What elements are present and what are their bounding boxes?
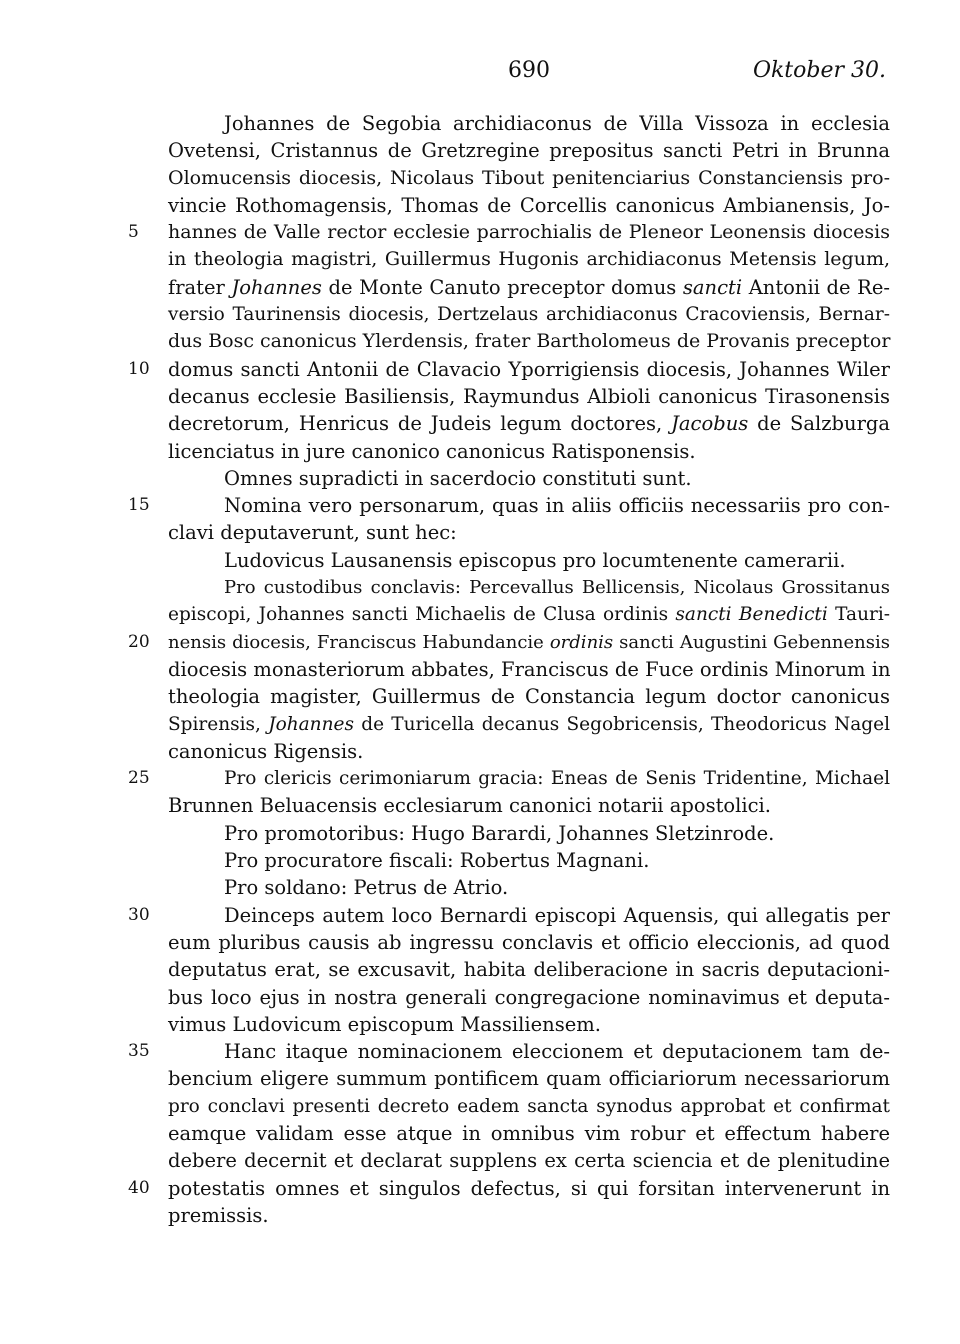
text-line — [168, 984, 890, 1011]
line-text: bus loco ejus in nostra generali congregacione nominavimus et deputa- — [168, 985, 890, 1009]
text-line — [168, 438, 890, 465]
text-line — [168, 110, 890, 137]
text-line — [168, 410, 890, 437]
text-segment: Spirensis, — [168, 713, 269, 735]
text-line — [168, 192, 890, 219]
text-line — [168, 1147, 890, 1174]
line-text: Pro promotoribus: Hugo Barardi, Johannes Sletzinrode. — [224, 821, 775, 845]
line-number: 10 — [128, 358, 150, 379]
italic-text: Johannes — [268, 713, 354, 735]
text-line — [168, 519, 890, 546]
line-text: vimus Ludovicum episcopum Massiliensem. — [168, 1012, 601, 1036]
text-line — [168, 1093, 890, 1120]
line-text: premissis. — [168, 1203, 269, 1227]
line-text: licenciatus in jure canonico canonicus Ratisponensis. — [168, 439, 696, 463]
line-text: Deinceps autem loco Bernardi episcopi Aquensis, qui allegatis per — [224, 903, 890, 927]
text-segment: sancti Augustini Gebennensis — [613, 631, 891, 653]
text-segment: decretorum, Henricus de Judeis legum doctores, — [168, 412, 672, 436]
line-text: debere decernit et declarat supplens ex certa sciencia et de plenitudine — [168, 1149, 890, 1173]
text-line — [168, 683, 890, 710]
text-line — [168, 820, 890, 847]
line-number: 5 — [128, 222, 139, 243]
text-line — [168, 165, 890, 192]
line-text: theologia magister, Guillermus de Constancia legum doctor canonicus — [168, 685, 890, 709]
text-line — [168, 874, 890, 901]
text-line — [128, 356, 890, 383]
line-number: 15 — [128, 495, 150, 516]
line-text: Olomucensis diocesis, Nicolaus Tibout penitenciarius Constanciensis pro- — [168, 166, 890, 189]
text-line — [168, 1202, 890, 1229]
line-text: eum pluribus causis ab ingressu conclavis et officio eleccionis, ad quod — [168, 930, 890, 954]
text-line — [168, 328, 890, 355]
text-line — [168, 1120, 890, 1147]
italic-text: Johannes — [231, 275, 322, 299]
line-number: 40 — [128, 1177, 150, 1198]
line-text: in theologia magistri, Guillermus Hugonis archidiaconus Metensis legum, — [168, 248, 890, 271]
line-text: potestatis omnes et singulos defectus, si qui forsitan intervenerunt in — [168, 1176, 890, 1200]
text-line — [168, 656, 890, 683]
text-line — [168, 301, 890, 328]
line-text: Johannes de Segobia archidiaconus de Villa Vissoza in ecclesia — [224, 112, 890, 135]
line-number: 25 — [128, 768, 150, 789]
text-line — [168, 601, 890, 628]
line-text: Brunnen Beluacensis ecclesiarum canonici notarii apostolici. — [168, 794, 771, 818]
text-line — [168, 1065, 890, 1092]
text-line — [128, 492, 890, 519]
line-text: dus Bosc canonicus Ylerdensis, frater Bartholomeus de Provanis preceptor — [168, 330, 891, 353]
text-line — [128, 629, 891, 656]
text-line — [168, 792, 890, 819]
text-segment: nensis diocesis, Franciscus Habundancie — [168, 631, 550, 653]
line-text: domus sancti Antonii de Clavacio Yporrigiensis diocesis, Johannes Wiler — [168, 357, 890, 381]
text-line — [128, 902, 890, 929]
text-line — [128, 219, 890, 246]
text-line — [168, 956, 890, 983]
line-text: vincie Rothomagensis, Thomas de Corcellis canonicus Ambianensis, Jo- — [168, 193, 890, 217]
line-text: diocesis monasteriorum abbates, Franciscus de Fuce ordinis Minorum in — [168, 657, 891, 681]
body-text — [128, 110, 891, 1229]
text-line — [168, 1011, 890, 1038]
text-segment: de Monte Canuto preceptor domus — [321, 275, 683, 299]
date-heading: Oktober 30. — [752, 58, 886, 83]
running-header — [0, 58, 960, 92]
text-line — [168, 738, 890, 765]
italic-text: Jacobus — [671, 412, 749, 436]
text-line — [168, 574, 890, 601]
text-line — [168, 246, 890, 273]
page-number: 690 — [508, 58, 550, 83]
line-text: Ovetensi, Cristannus de Gretzregine prepositus sancti Petri in Brunna — [168, 139, 890, 163]
line-text: pro conclavi presenti decreto eadem sancta synodus approbat et confirmat — [168, 1095, 890, 1117]
line-text: versio Taurinensis diocesis, Dertzelaus archidiaconus Cracoviensis, Bernar- — [168, 304, 890, 326]
line-text: decanus ecclesie Basiliensis, Raymundus Albioli canonicus Tirasonensis — [168, 384, 890, 408]
line-text: deputatus erat, se excusavit, habita deliberacione in sacris deputacioni- — [168, 958, 890, 982]
text-line — [168, 547, 890, 574]
line-text: Pro clericis cerimoniarum gracia: Eneas de Senis Tridentine, Michael — [224, 768, 890, 790]
text-segment: Antonii de Re- — [742, 275, 890, 299]
text-line — [168, 847, 890, 874]
line-text: bencium eligere summum pontificem quam officiariorum necessariorum — [168, 1067, 890, 1091]
line-number: 35 — [128, 1041, 150, 1062]
line-text: eamque validam esse atque in omnibus vim robur et effectum habere — [168, 1121, 890, 1145]
line-text: clavi deputaverunt, sunt hec: — [168, 521, 457, 545]
text-segment: episcopi, Johannes sancti Michaelis de Clusa ordinis — [168, 604, 676, 626]
text-line — [168, 383, 890, 410]
line-text: canonicus Rigensis. — [168, 739, 364, 763]
line-text: Omnes supradicti in sacerdocio constituti sunt. — [224, 466, 692, 490]
text-line — [168, 137, 890, 164]
text-line — [168, 929, 890, 956]
text-segment: frater — [168, 275, 232, 299]
italic-text: sancti Benedicti — [675, 604, 828, 626]
text-line — [168, 465, 890, 492]
italic-text: sancti — [682, 275, 743, 299]
text-segment: de Turicella decanus Segobricensis, Theodoricus Nagel — [353, 713, 890, 735]
text-line — [128, 1175, 890, 1202]
line-text: Pro custodibus conclavis: Percevallus Bellicensis, Nicolaus Grossitanus — [224, 577, 890, 599]
line-number: 30 — [128, 904, 150, 925]
text-line — [128, 765, 890, 792]
text-segment: Tauri- — [827, 604, 890, 626]
text-line — [168, 274, 890, 301]
text-line — [168, 711, 890, 738]
line-number: 20 — [128, 631, 150, 652]
italic-text: ordinis — [549, 631, 614, 653]
line-text: Ludovicus Lausanensis episcopus pro locumtenente camerarii. — [224, 548, 846, 572]
line-text: Pro soldano: Petrus de Atrio. — [224, 876, 509, 900]
line-text: Hanc itaque nominacionem eleccionem et deputacionem tam de- — [224, 1040, 890, 1064]
line-text: Nomina vero personarum, quas in aliis officiis necessariis pro con- — [224, 494, 890, 518]
text-segment: de Salzburga — [748, 412, 890, 436]
text-line — [128, 1038, 890, 1065]
line-text: hannes de Valle rector ecclesie parrochialis de Pleneor Leonensis diocesis — [168, 221, 890, 244]
line-text: Pro procuratore fiscali: Robertus Magnani. — [224, 849, 650, 873]
